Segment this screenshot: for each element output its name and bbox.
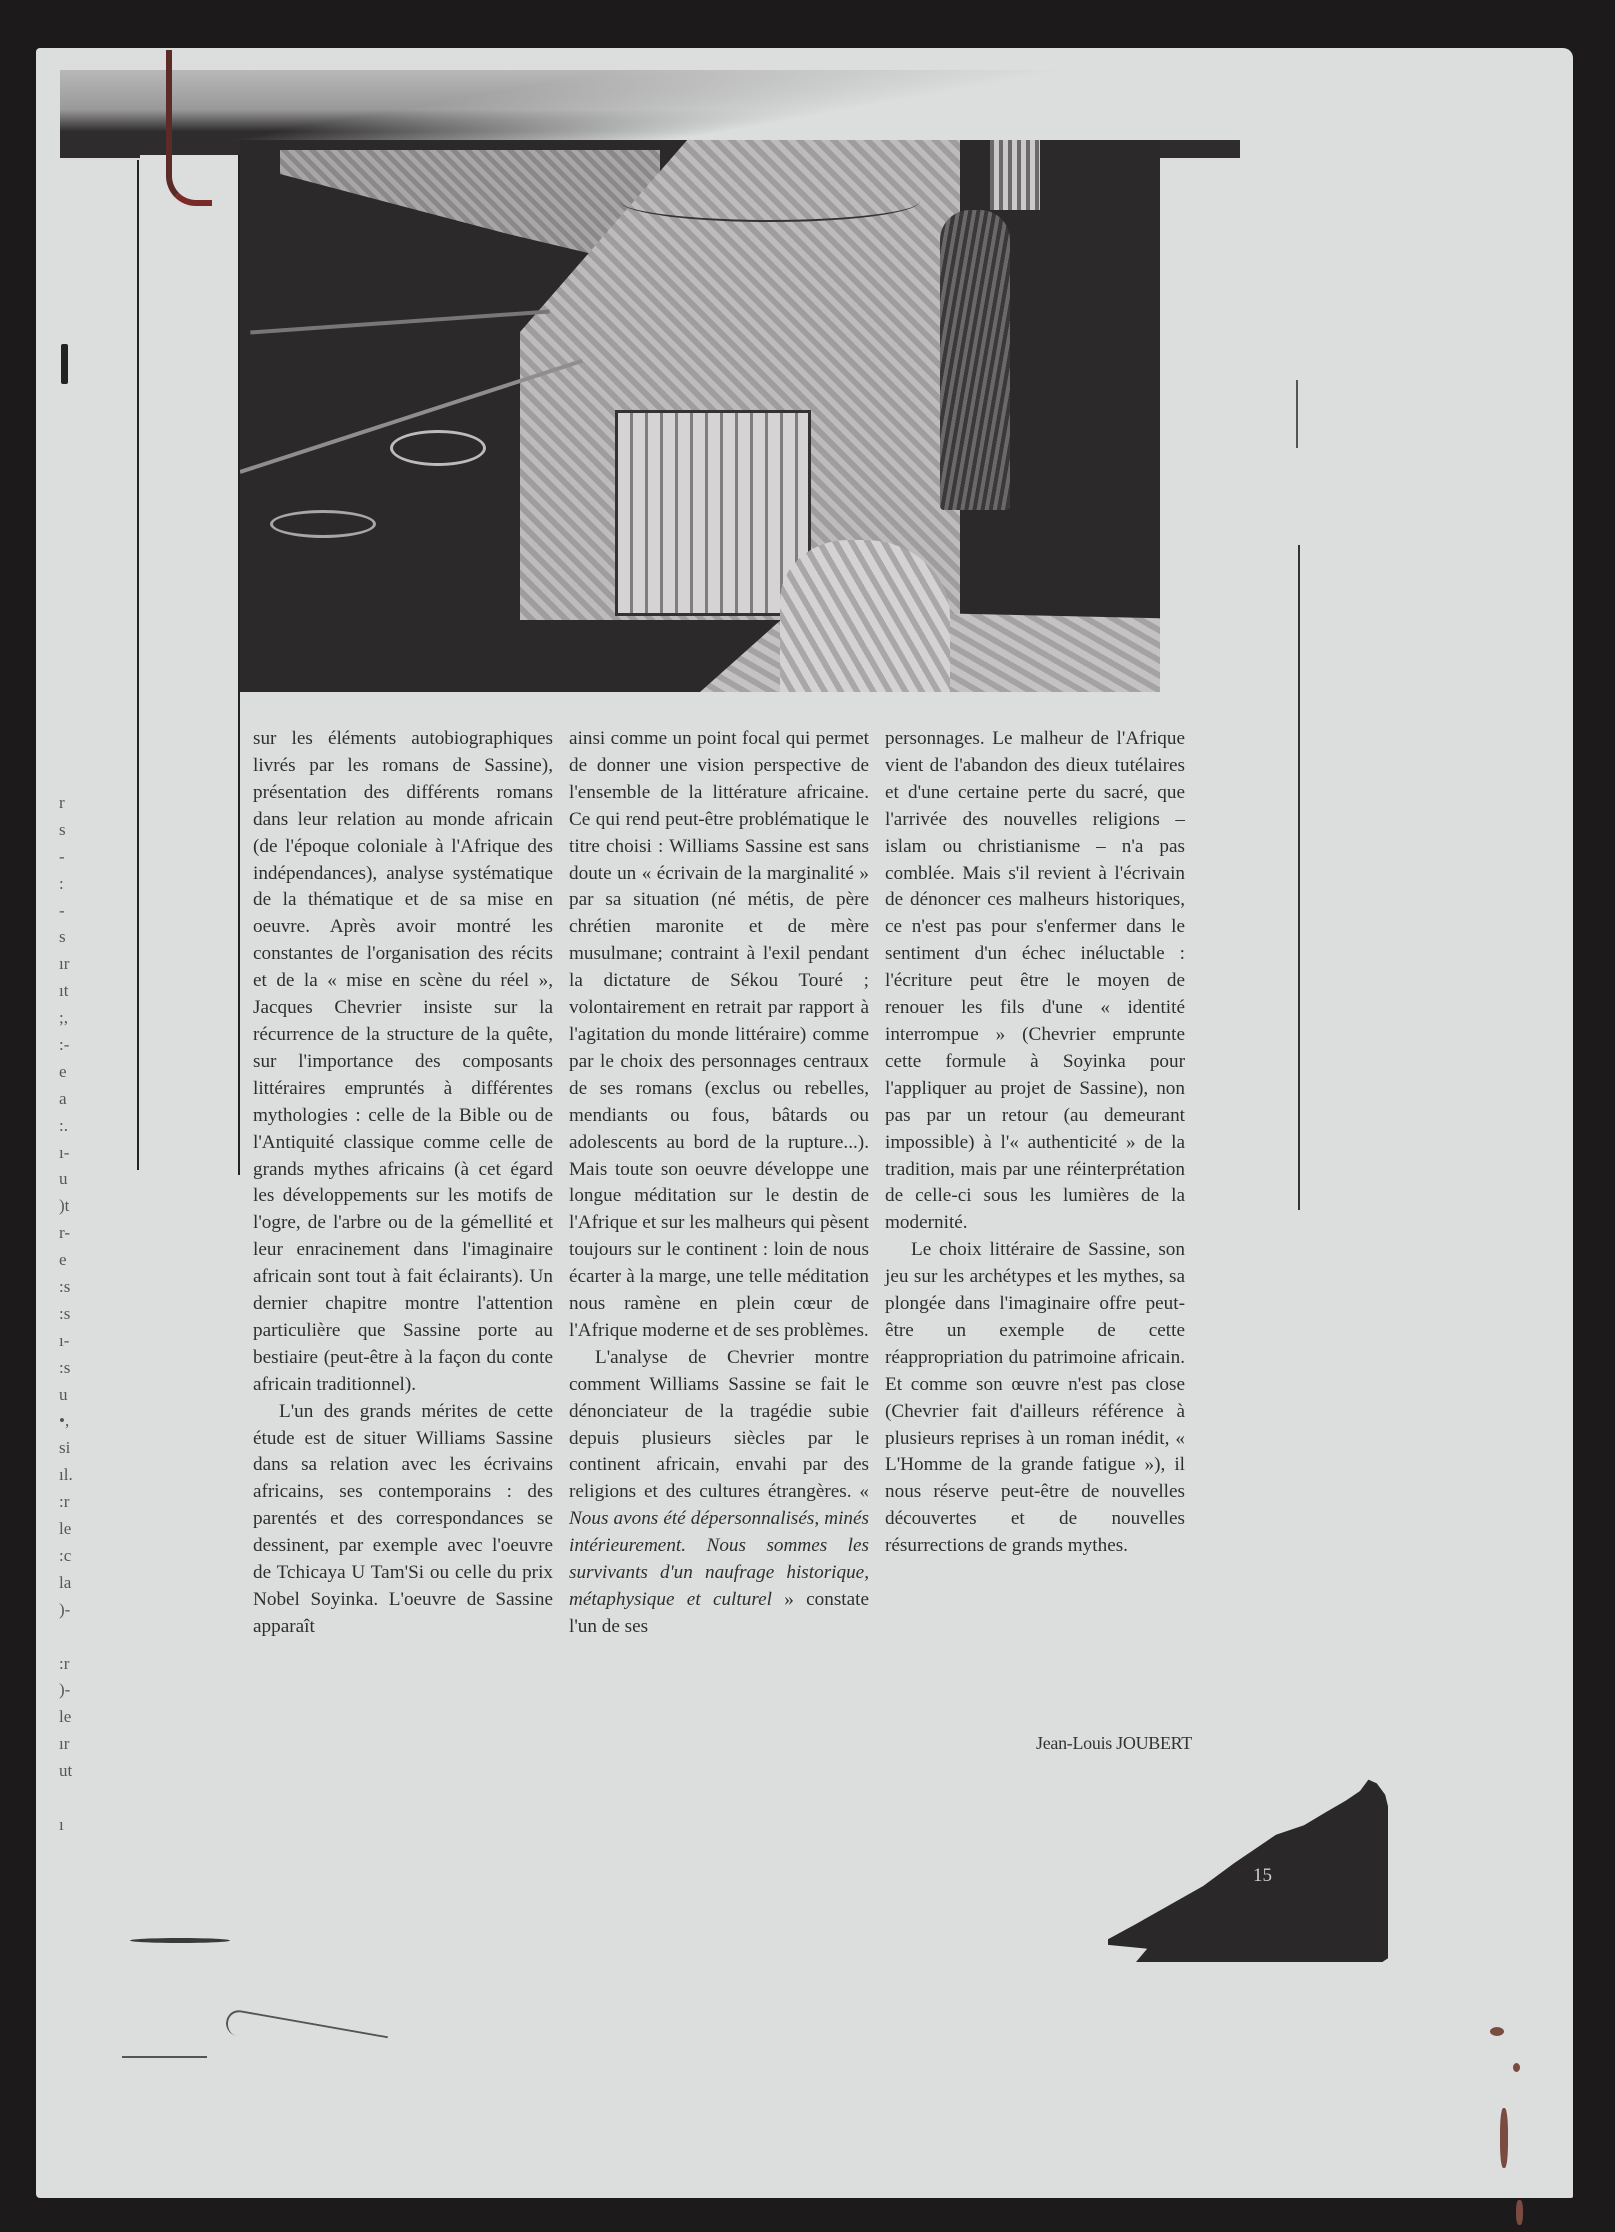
photo-hanging-cloth (990, 140, 1040, 210)
margin-fragment: r (59, 793, 65, 812)
margin-fragment: :s (59, 1277, 71, 1297)
photo-clothesline (620, 180, 920, 222)
margin-fragment: la (59, 1572, 72, 1592)
pen-mark (122, 2056, 207, 2058)
margin-fragment: e (59, 1250, 67, 1270)
margin-fragment: •, (59, 1411, 70, 1431)
margin-bracket-mark (61, 344, 68, 384)
margin-fragment: a (59, 1088, 67, 1108)
paragraph: sur les éléments autobiographiques livrés par les romans de Sassine), présentation des différents romans dans leur relation au monde africain (de l'époque coloniale à l'Afrique des indépendances), analyse systématique de la thématique et de sa mise en oeuvre. Après avoir montré les constantes de l'organisation des récits et de la « mise en scène du réel », Jacques Chevrier insiste sur la récurrence de la structure de la quête, sur l'importance des composants littéraires empruntés à différentes mythologies : celle de la Bible ou de l'Antiquité classique comme celle de grands mythes africains (à cet égard les développements sur les motifs de l'ogre, de l'arbre ou de la gémellité et leur enracinement dans l'imaginaire africain sont tout à fait éclairants). Un dernier chapitre montre l'attention particulière que Sassine porte au bestiaire (peut-être à la façon du conte africain traditionnel). (253, 728, 553, 1395)
stain-mark (1513, 2063, 1520, 2072)
margin-fragment: )- (59, 1599, 71, 1619)
text-column-1 (253, 726, 553, 1641)
photo-figure (940, 210, 1010, 510)
page-number: 15 (1253, 1865, 1272, 1886)
margin-fragment (59, 1785, 81, 1812)
photo-basin (390, 430, 486, 466)
margin-fragment: ır (59, 1734, 70, 1754)
paragraph-text: » constate l'un de ses (569, 1589, 869, 1637)
right-rule-line (1298, 545, 1300, 1210)
margin-fragment: :r (59, 1653, 70, 1673)
top-band-fade (175, 70, 1275, 140)
pen-mark (130, 1938, 230, 1943)
margin-fragment: ıt (59, 981, 69, 1001)
margin-fragment: ;, (59, 1008, 68, 1028)
margin-fragment: :s (59, 1303, 71, 1323)
margin-fragment: ı (59, 1814, 64, 1834)
margin-fragment: : (59, 873, 64, 893)
paragraph: personnages. Le malheur de l'Afrique vient de l'abandon des dieux tutélaires et d'une certaine perte du sacré, que l'arrivée des nouvelles religions – islam ou christianisme – n'a pas comblée. Mais s'il revient à l'écrivain de dénoncer ces malheurs historiques, ce n'est pas pour s'enfermer dans le sentiment d'un échec inéluctable : l'écriture peut être le moyen de renouer les fils d'une « identité interrompue » (Chevrier emprunte cette formule à Soyinka pour l'appliquer au projet de Sassine), non pas par un retour (au demeurant impossible) à l'« authenticité » de la tradition, mais par une réinterprétation de celle-ci sous les lumières de la modernité. (885, 728, 1185, 1234)
photo-bag (780, 540, 950, 692)
left-rule-line (137, 160, 139, 1170)
margin-fragment: :s (59, 1357, 71, 1377)
paragraph: Le choix littéraire de Sassine, son jeu sur les archétypes et les mythes, sa plongée dans l'imaginaire offre peut-être un exemple de cette réappropriation du patrimoine africain. Et comme son œuvre n'est pas close (Chevrier fait d'ailleurs référence à plusieurs reprises à un roman inédit, « L'Homme de la grande fatigue »), il nous réserve peut-être de nouvelles découvertes et de nouvelles résurrections de grands mythes. (885, 1239, 1185, 1557)
margin-fragment: :. (59, 1115, 68, 1135)
margin-fragment: ır (59, 954, 70, 974)
stain-mark (1516, 2200, 1523, 2225)
margin-fragment (59, 1624, 81, 1651)
binding-thread (166, 50, 212, 206)
margin-fragment: le (59, 1519, 72, 1539)
paragraph: L'un des grands mérites de cette étude est de situer Williams Sassine dans sa relation avec les écrivains africains, ses contemporains : des parentés et des correspondances se dessinent, par exemple avec l'oeuvre de Tchicaya U Tam'Si ou celle du prix Nobel Soyinka. L'oeuvre de Sassine apparaît (253, 1400, 553, 1637)
photo-shelf (250, 310, 550, 335)
margin-fragment: si (59, 1438, 71, 1458)
left-inner-panel (140, 155, 240, 1175)
right-margin-mark (1296, 380, 1298, 448)
margin-fragment: )t (59, 1196, 70, 1216)
paragraph: ainsi comme un point focal qui permet de donner une vision perspective de l'ensemble de la littérature africaine. Ce qui rend peut-être problématique le titre choisi : Williams Sassine est sans doute un « écrivain de la marginalité » par sa situation (né métis, de père chrétien maronite et de mère musulmane; contraint à l'exil pendant la dictature de Sékou Touré ; volontairement en retrait par rapport à l'agitation du monde littéraire) comme par le choix des personnages centraux de ses romans (exclus ou rebelles, mendiants ou fous, bâtards ou adolescents au bord de la rupture...). Mais toute son oeuvre développe une longue méditation sur le destin de l'Afrique et sur les malheurs qui pèsent toujours sur le continent : loin de nous écarter à la marge, une telle méditation nous ramène en plein cœur de l'Afrique moderne et de ses problèmes. (569, 728, 869, 1341)
margin-fragment: - (59, 846, 65, 866)
margin-fragment: :c (59, 1545, 72, 1565)
margin-fragment: le (59, 1707, 72, 1727)
stain-mark (1490, 2027, 1504, 2036)
margin-fragment: )- (59, 1680, 71, 1700)
margin-fragment: ı- (59, 1142, 70, 1162)
paragraph-text: L'analyse de Chevrier montre comment Williams Sassine se fait le dénonciateur de la tragédie subie depuis plusieurs siècles par le continent africain, envahi par des religions et des cultures étrangères. « (569, 1346, 869, 1503)
italic-quote: Nous avons été dépersonnalisés, minés intérieurement. Nous sommes les survivants d'un naufrage historique, métaphysique et culturel (569, 1508, 869, 1610)
margin-fragment: ıl. (59, 1465, 73, 1485)
photo-basin (270, 510, 376, 538)
cut-margin-text (59, 790, 81, 1839)
margin-fragment: e (59, 1061, 67, 1081)
margin-fragment: ı- (59, 1330, 70, 1350)
margin-fragment: u (59, 1169, 68, 1189)
margin-fragment: u (59, 1384, 68, 1404)
margin-fragment: :r (59, 1492, 70, 1512)
margin-fragment: :- (59, 1035, 70, 1055)
paragraph (569, 1345, 869, 1641)
text-column-3 (885, 726, 1185, 1560)
author-signature: Jean-Louis JOUBERT (1036, 1733, 1193, 1753)
margin-fragment: s (59, 927, 66, 947)
text-column-2 (569, 726, 869, 1641)
margin-fragment: - (59, 900, 65, 920)
margin-fragment: ut (59, 1761, 73, 1781)
stain-mark (1500, 2108, 1508, 2168)
margin-fragment: r- (59, 1223, 70, 1243)
margin-fragment: s (59, 819, 66, 839)
article-photo (240, 140, 1160, 692)
